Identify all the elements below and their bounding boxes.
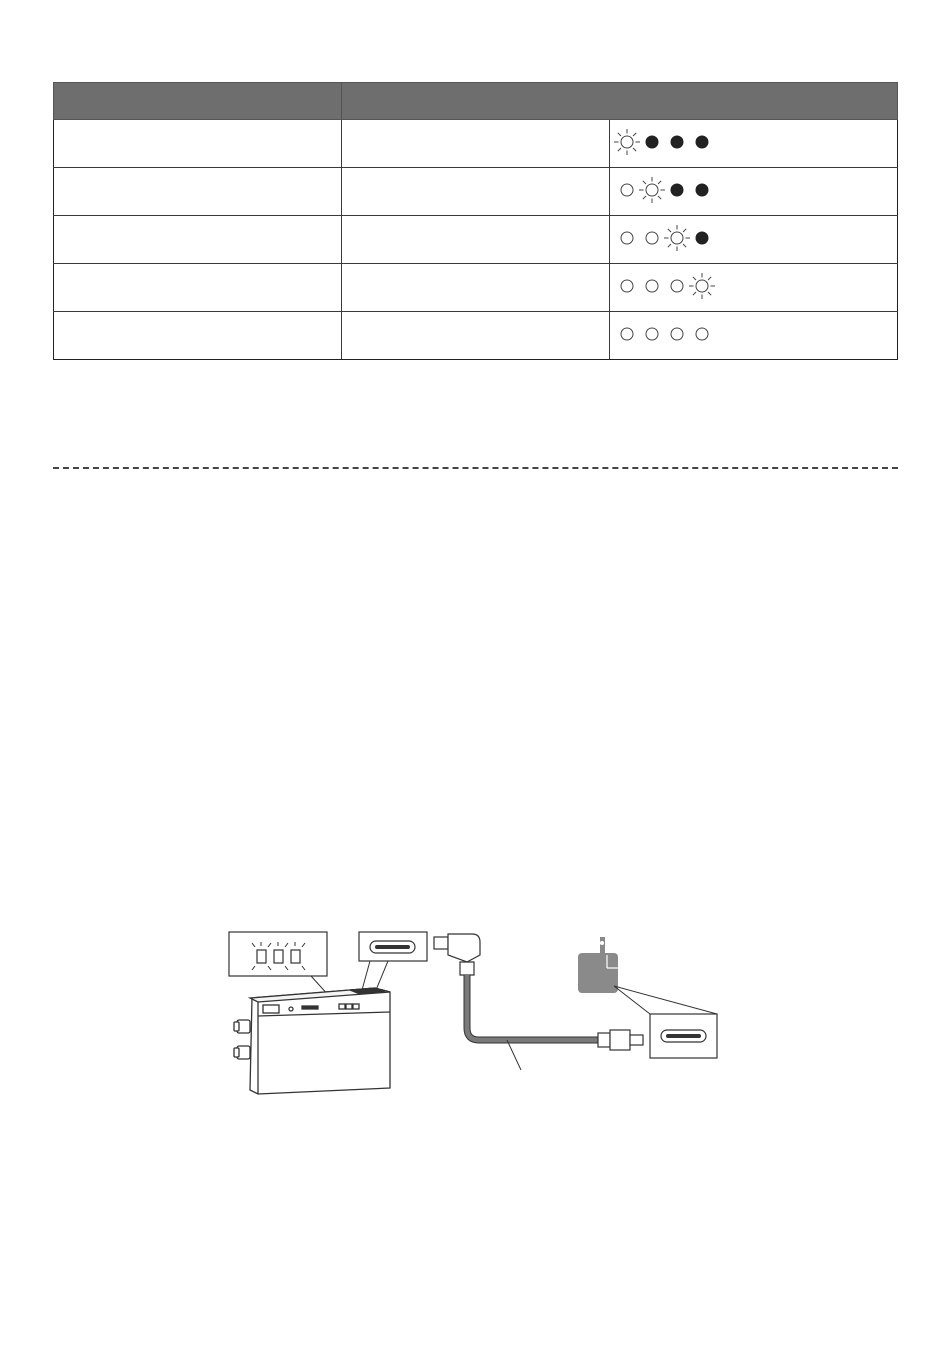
led-indicator-callout (229, 932, 340, 997)
usb-c-port-callout (359, 932, 427, 990)
adapter-port-callout (650, 1014, 717, 1058)
usb-ac-adapter (578, 937, 717, 1014)
device-illustration (234, 988, 390, 1094)
